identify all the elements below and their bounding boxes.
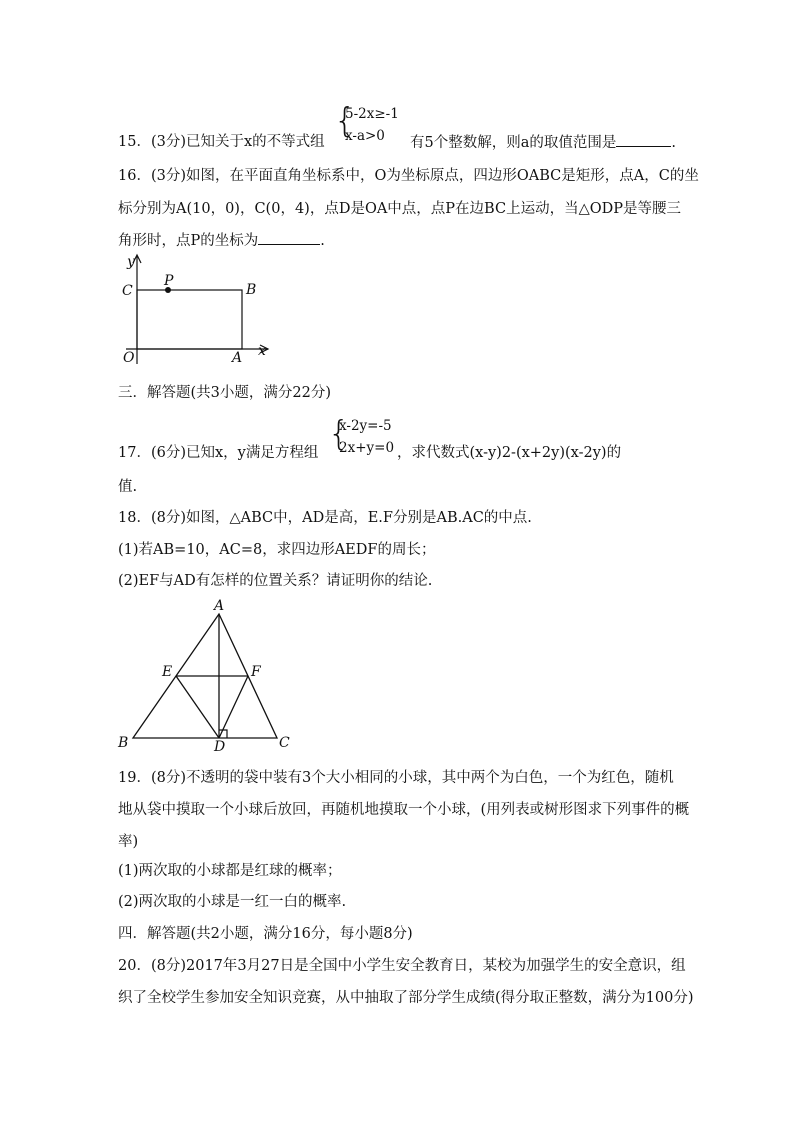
question-17-prefix: 17．(6分)已知x，y满足方程组 xyxy=(118,445,319,461)
question-16-line-1: 16．(3分)如图，在平面直角坐标系中，O为坐标原点，四边形OABC是矩形，点A，C的坐 xyxy=(118,168,699,184)
question-18-part-2: (2)EF与AD有怎样的位置关系？请证明你的结论. xyxy=(118,573,433,589)
rectangle-oabc xyxy=(137,290,242,349)
label-a: A xyxy=(232,350,243,366)
segment-fd xyxy=(219,676,248,738)
inequality-1: 5-2x≥-1 xyxy=(345,106,399,122)
question-16-line-2: 标分别为A(10，0)，C(0，4)，点D是OA中点，点P在边BC上运动，当△ODP是等腰三 xyxy=(118,201,681,217)
answer-blank xyxy=(616,132,671,147)
question-17-suffix: ，求代数式(x-y)2-(x+2y)(x-2y)的 xyxy=(397,445,622,461)
question-17-line-2: 值. xyxy=(118,479,138,495)
label-b: B xyxy=(246,282,257,298)
question-20-line-2: 织了全校学生参加安全知识竞赛，从中抽取了部分学生成绩(得分取正整数，满分为100分) xyxy=(118,990,694,1006)
question-16-line-3 xyxy=(118,230,325,251)
question-15-suffix xyxy=(410,132,676,153)
label-e: E xyxy=(162,664,173,680)
section-4-heading: 四．解答题(共2小题，满分16分，每小题8分) xyxy=(118,926,413,942)
period: . xyxy=(671,135,676,151)
segment-ed xyxy=(176,676,219,738)
question-19-part-1: (1)两次取的小球都是红球的概率； xyxy=(118,863,342,879)
question-16-text: 角形时，点P的坐标为 xyxy=(118,233,259,249)
period: . xyxy=(320,233,325,249)
label-b: B xyxy=(118,735,129,751)
question-18-part-1: (1)若AB=10，AC=8，求四边形AEDF的周长； xyxy=(118,542,436,558)
label-d: D xyxy=(214,739,226,752)
question-19-line-1: 19．(8分)不透明的袋中装有3个大小相同的小球，其中两个为白色，一个为红色，随机 xyxy=(118,770,674,786)
equation-1: x-2y=-5 xyxy=(339,418,392,434)
question-19-line-2: 地从袋中摸取一个小球后放回，再随机地摸取一个小球，(用列表或树形图求下列事件的概 xyxy=(118,802,690,818)
label-c: C xyxy=(122,283,133,299)
question-18-line-1: 18．(8分)如图，△ABC中，AD是高，E.F分别是AB.AC的中点. xyxy=(118,510,532,526)
question-19-part-2: (2)两次取的小球是一红一白的概率. xyxy=(118,894,347,910)
label-x: x xyxy=(258,343,266,359)
question-19-line-3: 率) xyxy=(118,834,139,850)
label-y: y xyxy=(127,254,135,270)
triangle-figure xyxy=(115,597,300,752)
answer-blank xyxy=(258,230,320,245)
question-20-line-1: 20．(8分)2017年3月27日是全国中小学生安全教育日，某校为加强学生的安全意识，组 xyxy=(118,958,686,974)
system-brace: { xyxy=(328,414,350,454)
rectangle-figure xyxy=(118,252,278,370)
section-3-heading: 三．解答题(共3小题，满分22分) xyxy=(118,385,331,401)
label-o: O xyxy=(123,350,135,366)
system-brace: { xyxy=(334,101,356,141)
question-15-prefix: 15．(3分)已知关于x的不等式组 xyxy=(118,134,325,150)
question-15-text: 有5个整数解，则a的取值范围是 xyxy=(410,135,617,151)
label-c: C xyxy=(279,735,290,751)
label-p: P xyxy=(164,273,174,289)
inequality-2: x-a>0 xyxy=(345,128,385,144)
label-f: F xyxy=(251,664,261,680)
equation-2: 2x+y=0 xyxy=(339,440,395,456)
label-a: A xyxy=(214,598,225,614)
